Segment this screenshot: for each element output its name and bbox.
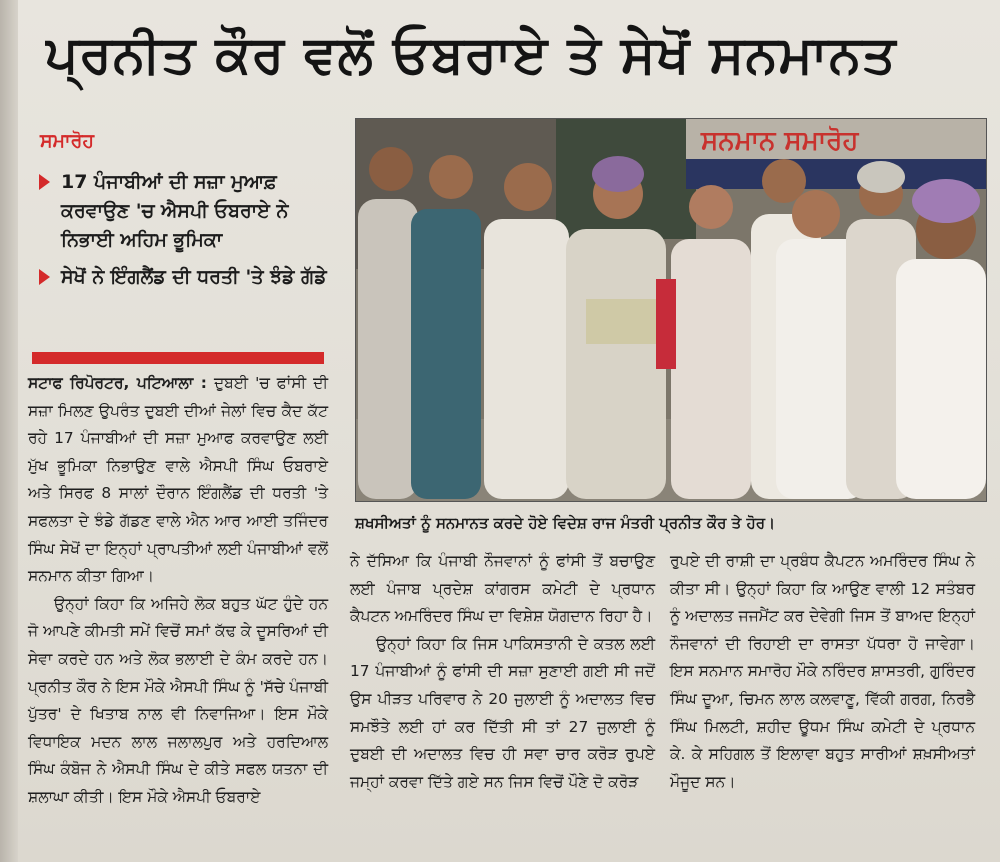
red-triangle-bullet-icon xyxy=(39,174,50,190)
article-paragraph: ਉਨ੍ਹਾਂ ਕਿਹਾ ਕਿ ਅਜਿਹੇ ਲੋਕ ਬਹੁਤ ਘੱਟ ਹੁੰਦੇ ਹਨ ਜੋ ਆਪਣੇ ਕੀਮਤੀ ਸਮੇਂ ਵਿਚੋਂ ਸਮਾਂ ਕੱਢ ਕੇ ਦੂਸਰਿਆਂ ਦੀ ਸੇਵਾ ਕਰਦੇ ਹਨ ਅਤੇ ਲੋਕ ਭਲਾਈ ਦੇ ਕੰਮ ਕਰਦੇ ਹਨ। ਪ੍ਰਨੀਤ ਕੌਰ ਨੇ ਇਸ ਮੌਕੇ ਐਸਪੀ ਸਿੰਘ ਨੂੰ 'ਸੱਚੇ ਪੰਜਾਬੀ ਪੁੱਤਰ' ਦੇ ਖਿਤਾਬ ਨਾਲ ਵੀ ਨਿਵਾਜਿਆ। ਇਸ ਮੌਕੇ ਵਿਧਾਇਕ ਮਦਨ ਲਾਲ ਜਲਾਲਪੁਰ ਅਤੇ ਹਰਦਿਆਲ ਸਿੰਘ ਕੰਬੋਜ ਨੇ ਐਸਪੀ ਸਿੰਘ ਦੇ ਕੀਤੇ ਸਫਲ ਯਤਨਾ ਦੀ ਸ਼ਲਾਘਾ ਕੀਤੀ। ਇਸ ਮੌਕੇ ਐਸਪੀ ਓਬਰਾਏ xyxy=(28,594,328,806)
subheadline-item xyxy=(35,168,345,255)
red-divider xyxy=(32,352,324,364)
article-paragraph xyxy=(28,370,328,591)
banner-text: ਸਨਮਾਨ ਸਮਾਰੋਹ xyxy=(701,126,859,156)
paragraph-text: ਦੁਬਈ 'ਚ ਫਾਂਸੀ ਦੀ ਸਜ਼ਾ ਮਿਲਣ ਉਪਰੰਤ ਦੁਬਈ ਦੀਆਂ ਜੇਲਾਂ ਵਿਚ ਕੈਦ ਕੱਟ ਰਹੇ 17 ਪੰਜਾਬੀਆਂ ਦੀ ਸਜ਼ਾ ਮੁਆਫ ਕਰਵਾਉਣ ਲਈ ਮੁੱਖ ਭੂਮਿਕਾ ਨਿਭਾਉਣ ਵਾਲੇ ਐਸਪੀ ਸਿੰਘ ਓਬਰਾਏ ਅਤੇ ਸਿਰਫ 8 ਸਾਲਾਂ ਦੌਰਾਨ ਇੰਗਲੈਂਡ ਦੀ ਧਰਤੀ 'ਤੇ ਸਫਲਤਾ ਦੇ ਝੰਡੇ ਗੱਡਣ ਵਾਲੇ ਐਨ ਆਰ ਆਈ ਤਜਿੰਦਰ ਸਿੰਘ ਸੇਖੋਂ ਦਾ ਇਨ੍ਹਾਂ ਪ੍ਰਾਪਤੀਆਂ ਲਈ ਪੰਜਾਬੀਆਂ ਵਲੋਂ ਸਨਮਾਨ ਕੀਤਾ ਗਿਆ। xyxy=(28,374,328,586)
subheadline-text: ਸੇਖੋਂ ਨੇ ਇੰਗਲੈਂਡ ਦੀ ਧਰਤੀ 'ਤੇ ਝੰਡੇ ਗੱਡੇ xyxy=(61,266,327,288)
article-column-1 xyxy=(28,370,328,812)
subheadline-list xyxy=(35,168,345,300)
article-paragraph: ਨੇ ਦੱਸਿਆ ਕਿ ਪੰਜਾਬੀ ਨੌਜਵਾਨਾਂ ਨੂੰ ਫਾਂਸੀ ਤੋਂ ਬਚਾਉਣ ਲਈ ਪੰਜਾਬ ਪ੍ਰਦੇਸ਼ ਕਾਂਗਰਸ ਕਮੇਟੀ ਦੇ ਪ੍ਰਧਾਨ ਕੈਪਟਨ ਅਮਰਿੰਦਰ ਸਿੰਘ ਦਾ ਵਿਸ਼ੇਸ਼ ਯੋਗਦਾਨ ਰਿਹਾ ਹੈ। xyxy=(350,552,655,626)
photo-illustration xyxy=(356,119,986,501)
headline: ਪ੍ਰਨੀਤ ਕੌਰ ਵਲੋਂ ਓਬਰਾਏ ਤੇ ਸੇਖੋਂ ਸਨਮਾਨਤ xyxy=(45,25,897,85)
event-photo xyxy=(355,118,987,502)
article-column-3 xyxy=(670,548,975,796)
red-triangle-bullet-icon xyxy=(39,269,50,285)
article-paragraph: ਰੁਪਏ ਦੀ ਰਾਸ਼ੀ ਦਾ ਪ੍ਰਬੰਧ ਕੈਪਟਨ ਅਮਰਿੰਦਰ ਸਿੰਘ ਨੇ ਕੀਤਾ ਸੀ। ਉਨ੍ਹਾਂ ਕਿਹਾ ਕਿ ਆਉਣ ਵਾਲੀ 12 ਸਤੰਬਰ ਨੂੰ ਅਦਾਲਤ ਜਜਮੈਂਟ ਕਰ ਦੇਵੇਗੀ ਜਿਸ ਤੋਂ ਬਾਅਦ ਇਨ੍ਹਾਂ ਨੌਜਵਾਨਾਂ ਦੀ ਰਿਹਾਈ ਦਾ ਰਾਸਤਾ ਪੱਧਰਾ ਹੋ ਜਾਵੇਗਾ। ਇਸ ਸਨਮਾਨ ਸਮਾਰੋਹ ਮੌਕੇ ਨਰਿੰਦਰ ਸ਼ਾਸਤਰੀ, ਗੁਰਿੰਦਰ ਸਿੰਘ ਦੂਆ, ਚਿਮਨ ਲਾਲ ਕਲਵਾਣੂ, ਵਿੱਕੀ ਗਰਗ, ਨਿਰਭੈ ਸਿੰਘ ਮਿਲਟੀ, ਸ਼ਹੀਦ ਊਧਮ ਸਿੰਘ ਕਮੇਟੀ ਦੇ ਪ੍ਰਧਾਨ ਕੇ. ਕੇ ਸਹਿਗਲ ਤੋਂ ਇਲਾਵਾ ਬਹੁਤ ਸਾਰੀਆਂ ਸ਼ਖ਼ਸੀਅਤਾਂ ਮੌਜੂਦ ਸਨ। xyxy=(670,552,975,791)
article-column-2 xyxy=(350,548,655,796)
subheadline-text: 17 ਪੰਜਾਬੀਆਂ ਦੀ ਸਜ਼ਾ ਮੁਆਫ਼ ਕਰਵਾਉਣ 'ਚ ਐਸਪੀ ਓਬਰਾਏ ਨੇ ਨਿਭਾਈ ਅਹਿਮ ਭੂਮਿਕਾ xyxy=(61,171,289,251)
page-edge xyxy=(0,0,18,862)
subheadline-item xyxy=(35,263,345,292)
article-paragraph: ਉਨ੍ਹਾਂ ਕਿਹਾ ਕਿ ਜਿਸ ਪਾਕਿਸਤਾਨੀ ਦੇ ਕਤਲ ਲਈ 17 ਪੰਜਾਬੀਆਂ ਨੂੰ ਫਾਂਸੀ ਦੀ ਸਜ਼ਾ ਸੁਣਾਈ ਗਈ ਸੀ ਜਦੋਂ ਉਸ ਪੀੜਤ ਪਰਿਵਾਰ ਨੇ 20 ਜੁਲਾਈ ਨੂੰ ਅਦਾਲਤ ਵਿਚ ਸਮਝੌਤੇ ਲਈ ਹਾਂ ਕਰ ਦਿੱਤੀ ਸੀ ਤਾਂ 27 ਜੁਲਾਈ ਨੂੰ ਦੁਬਈ ਦੀ ਅਦਾਲਤ ਵਿਚ ਹੀ ਸਵਾ ਚਾਰ ਕਰੋੜ ਰੁਪਏ ਜਮ੍ਹਾਂ ਕਰਵਾ ਦਿੱਤੇ ਗਏ ਸਨ ਜਿਸ ਵਿਚੋਂ ਪੌਣੇ ਦੋ ਕਰੋੜ xyxy=(350,634,655,791)
byline: ਸਟਾਫ ਰਿਪੋਰਟਰ, ਪਟਿਆਲਾ : xyxy=(28,374,207,392)
photo-caption: ਸ਼ਖਸੀਅਤਾਂ ਨੂੰ ਸਨਮਾਨਤ ਕਰਦੇ ਹੋਏ ਵਿਦੇਸ਼ ਰਾਜ ਮੰਤਰੀ ਪ੍ਰਨੀਤ ਕੌਰ ਤੇ ਹੋਰ। xyxy=(355,514,776,532)
kicker-label: ਸਮਾਰੋਹ xyxy=(40,130,95,152)
